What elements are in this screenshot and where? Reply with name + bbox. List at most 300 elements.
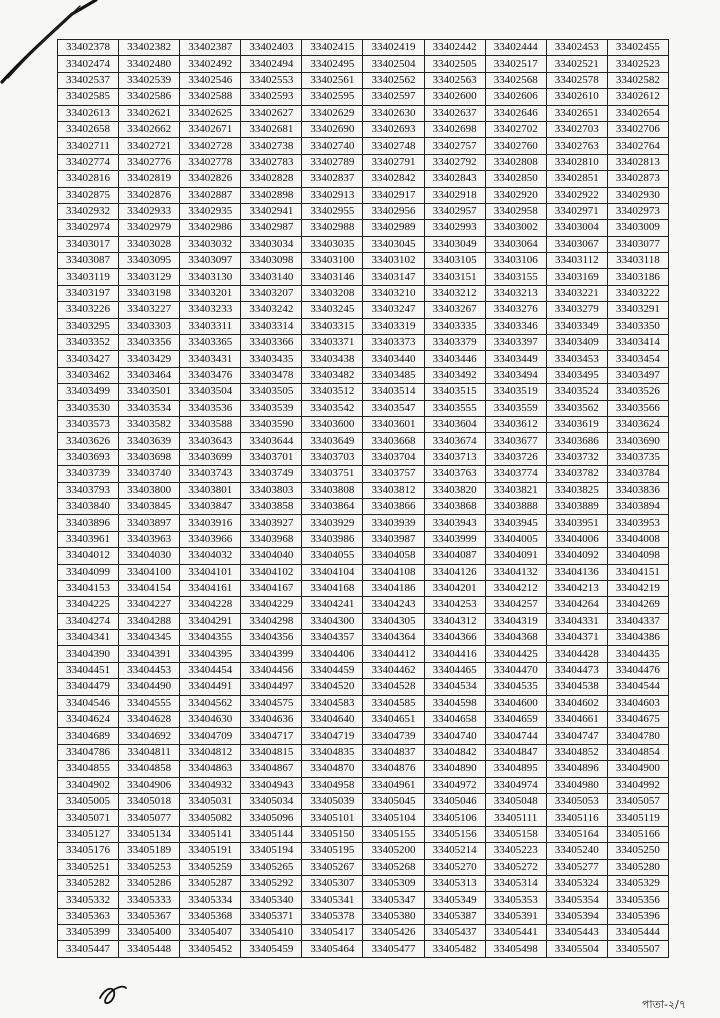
table-row (58, 597, 669, 613)
roll-number-cell: 33404341 (58, 630, 119, 646)
roll-number-cell: 33402546 (180, 72, 241, 88)
roll-number-cell: 33404008 (607, 531, 668, 547)
roll-number-cell: 33403812 (363, 482, 424, 498)
roll-number-cell: 33403431 (180, 351, 241, 367)
page-number-label: পাতা-২/৭ (641, 998, 686, 1011)
table-row (58, 548, 669, 564)
roll-number-cell: 33402987 (241, 220, 302, 236)
roll-number-cell: 33404030 (119, 548, 180, 564)
roll-number-cell: 33404473 (546, 662, 607, 678)
roll-number-cell: 33402625 (180, 105, 241, 121)
roll-number-cell: 33404476 (607, 662, 668, 678)
roll-number-cell: 33403028 (119, 236, 180, 252)
roll-number-cell: 33404213 (546, 580, 607, 596)
roll-number-cell: 33404087 (424, 548, 485, 564)
roll-number-cell: 33403951 (546, 515, 607, 531)
roll-number-cell: 33403820 (424, 482, 485, 498)
roll-number-cell: 33403492 (424, 367, 485, 383)
roll-number-cell: 33402597 (363, 89, 424, 105)
table-row (58, 302, 669, 318)
roll-number-cell: 33405394 (546, 908, 607, 924)
roll-number-cell: 33403668 (363, 433, 424, 449)
roll-number-cell: 33404636 (241, 712, 302, 728)
roll-number-cell: 33402760 (485, 138, 546, 154)
roll-number-cell: 33405277 (546, 859, 607, 875)
roll-number-cell: 33403499 (58, 384, 119, 400)
roll-number-cell: 33404538 (546, 679, 607, 695)
roll-number-cell: 33404709 (180, 728, 241, 744)
roll-number-cell: 33403821 (485, 482, 546, 498)
roll-number-cell: 33405101 (302, 810, 363, 826)
roll-number-cell: 33403624 (607, 416, 668, 432)
roll-number-cell: 33404744 (485, 728, 546, 744)
roll-number-cell: 33404602 (546, 695, 607, 711)
roll-number-cell: 33404740 (424, 728, 485, 744)
roll-number-cell: 33404356 (241, 630, 302, 646)
roll-number-cell: 33405378 (302, 908, 363, 924)
roll-number-cell: 33405444 (607, 925, 668, 941)
roll-number-cell: 33403793 (58, 482, 119, 498)
roll-number-cell: 33403825 (546, 482, 607, 498)
roll-number-cell: 33405426 (363, 925, 424, 941)
roll-number-cell: 33403346 (485, 318, 546, 334)
roll-number-cell: 33404534 (424, 679, 485, 695)
roll-number-cell: 33404661 (546, 712, 607, 728)
roll-number-cell: 33403482 (302, 367, 363, 383)
roll-number-cell: 33404739 (363, 728, 424, 744)
roll-number-cell: 33404300 (302, 613, 363, 629)
table-row (58, 253, 669, 269)
roll-number-cell: 33403118 (607, 253, 668, 269)
roll-number-cell: 33402898 (241, 187, 302, 203)
table-row (58, 138, 669, 154)
roll-number-cell: 33405387 (424, 908, 485, 924)
roll-number-cell: 33405333 (119, 892, 180, 908)
roll-number-cell: 33404585 (363, 695, 424, 711)
roll-number-cell: 33402651 (546, 105, 607, 121)
roll-number-cell: 33403626 (58, 433, 119, 449)
roll-number-cell: 33404357 (302, 630, 363, 646)
table-row (58, 744, 669, 760)
roll-number-cell: 33405441 (485, 925, 546, 941)
roll-number-cell: 33404257 (485, 597, 546, 613)
roll-number-cell: 33402517 (485, 56, 546, 72)
roll-number-cell: 33403197 (58, 285, 119, 301)
roll-number-cell: 33404132 (485, 564, 546, 580)
roll-number-cell: 33404227 (119, 597, 180, 613)
table-row (58, 908, 669, 924)
roll-number-cell: 33405340 (241, 892, 302, 908)
roll-number-cell: 33404932 (180, 777, 241, 793)
roll-number-cell: 33403497 (607, 367, 668, 383)
roll-number-cell: 33403352 (58, 335, 119, 351)
roll-number-cell: 33402887 (180, 187, 241, 203)
roll-number-cell: 33403035 (302, 236, 363, 252)
roll-number-cell: 33402627 (241, 105, 302, 121)
roll-number-cell: 33403208 (302, 285, 363, 301)
roll-number-cell: 33405417 (302, 925, 363, 941)
roll-number-cell: 33404451 (58, 662, 119, 678)
roll-number-cell: 33403515 (424, 384, 485, 400)
roll-number-cell: 33404100 (119, 564, 180, 580)
roll-number-cell: 33402561 (302, 72, 363, 88)
roll-number-cell: 33402941 (241, 203, 302, 219)
roll-number-cell: 33403961 (58, 531, 119, 547)
roll-number-cell: 33404847 (485, 744, 546, 760)
roll-number-cell: 33404555 (119, 695, 180, 711)
roll-number-cell: 33405507 (607, 941, 668, 957)
roll-number-cell: 33402932 (58, 203, 119, 219)
roll-number-cell: 33403784 (607, 466, 668, 482)
roll-number-cell: 33402453 (546, 40, 607, 56)
roll-number-cell: 33405250 (607, 843, 668, 859)
roll-number-cell: 33402403 (241, 40, 302, 56)
roll-number-cell: 33405334 (180, 892, 241, 908)
roll-number-cell: 33402690 (302, 121, 363, 137)
roll-number-cell: 33403966 (180, 531, 241, 547)
roll-number-cell: 33402523 (607, 56, 668, 72)
roll-number-cell: 33402783 (241, 154, 302, 170)
roll-number-cell: 33403435 (241, 351, 302, 367)
roll-number-cell: 33402973 (607, 203, 668, 219)
roll-number-cell: 33402918 (424, 187, 485, 203)
roll-number-cell: 33404717 (241, 728, 302, 744)
roll-number-cell: 33405329 (607, 875, 668, 891)
roll-number-cell: 33402621 (119, 105, 180, 121)
roll-number-cell: 33404151 (607, 564, 668, 580)
roll-number-cell: 33405410 (241, 925, 302, 941)
roll-number-cell: 33403311 (180, 318, 241, 334)
roll-number-cell: 33403155 (485, 269, 546, 285)
roll-number-cell: 33404241 (302, 597, 363, 613)
roll-number-cell: 33402693 (363, 121, 424, 137)
roll-number-cell: 33403303 (119, 318, 180, 334)
roll-number-cell: 33405482 (424, 941, 485, 957)
roll-number-cell: 33403555 (424, 400, 485, 416)
table-row (58, 367, 669, 383)
roll-number-cell: 33403749 (241, 466, 302, 482)
roll-number-cell: 33404624 (58, 712, 119, 728)
table-row (58, 236, 669, 252)
roll-number-cell: 33402480 (119, 56, 180, 72)
table-row (58, 679, 669, 695)
roll-number-cell: 33405046 (424, 793, 485, 809)
roll-number-cell: 33402933 (119, 203, 180, 219)
roll-number-cell: 33403064 (485, 236, 546, 252)
roll-number-cell: 33405127 (58, 826, 119, 842)
roll-number-cell: 33404659 (485, 712, 546, 728)
roll-number-cell: 33403349 (546, 318, 607, 334)
roll-number-cell: 33402492 (180, 56, 241, 72)
roll-number-cell: 33402444 (485, 40, 546, 56)
roll-number-cell: 33402826 (180, 171, 241, 187)
roll-number-cell: 33404454 (180, 662, 241, 678)
roll-number-cell: 33405144 (241, 826, 302, 842)
roll-number-cell: 33404412 (363, 646, 424, 662)
roll-number-cell: 33405464 (302, 941, 363, 957)
roll-number-cell: 33405189 (119, 843, 180, 859)
roll-number-cell: 33404546 (58, 695, 119, 711)
roll-number-cell: 33402728 (180, 138, 241, 154)
table-row (58, 384, 669, 400)
roll-number-cell: 33402495 (302, 56, 363, 72)
roll-number-cell: 33403279 (546, 302, 607, 318)
roll-number-cell: 33404854 (607, 744, 668, 760)
roll-number-cell: 33405096 (241, 810, 302, 826)
roll-number-cell: 33403365 (180, 335, 241, 351)
table-row (58, 203, 669, 219)
roll-number-cell: 33403601 (363, 416, 424, 432)
table-row (58, 285, 669, 301)
roll-number-cell: 33402521 (546, 56, 607, 72)
roll-number-cell: 33404640 (302, 712, 363, 728)
roll-number-cell: 33403213 (485, 285, 546, 301)
roll-number-cell: 33404900 (607, 761, 668, 777)
roll-number-cell: 33404368 (485, 630, 546, 646)
roll-number-cell: 33403077 (607, 236, 668, 252)
roll-number-cell: 33403105 (424, 253, 485, 269)
roll-number-cell: 33405396 (607, 908, 668, 924)
roll-number-cell: 33402378 (58, 40, 119, 56)
roll-number-cell: 33402813 (607, 154, 668, 170)
roll-number-cell: 33403845 (119, 498, 180, 514)
table-row (58, 630, 669, 646)
roll-number-cell: 33405353 (485, 892, 546, 908)
roll-number-cell: 33405400 (119, 925, 180, 941)
roll-number-cell: 33403315 (302, 318, 363, 334)
table-row (58, 728, 669, 744)
roll-number-cell: 33405119 (607, 810, 668, 826)
roll-number-cell: 33404012 (58, 548, 119, 564)
roll-number-cell: 33403800 (119, 482, 180, 498)
roll-number-cell: 33403943 (424, 515, 485, 531)
roll-number-cell: 33402875 (58, 187, 119, 203)
roll-number-cell: 33404786 (58, 744, 119, 760)
roll-number-cell: 33403699 (180, 449, 241, 465)
roll-number-cell: 33403536 (180, 400, 241, 416)
roll-number-cell: 33404747 (546, 728, 607, 744)
roll-number-cell: 33404842 (424, 744, 485, 760)
roll-number-cell: 33404386 (607, 630, 668, 646)
roll-number-cell: 33402706 (607, 121, 668, 137)
roll-number-cell: 33402837 (302, 171, 363, 187)
roll-number-cell: 33405053 (546, 793, 607, 809)
roll-number-cell: 33403097 (180, 253, 241, 269)
roll-number-cell: 33403677 (485, 433, 546, 449)
roll-number-cell: 33404435 (607, 646, 668, 662)
roll-number-cell: 33404459 (302, 662, 363, 678)
roll-number-cell: 33403112 (546, 253, 607, 269)
roll-number-cell: 33404229 (241, 597, 302, 613)
roll-number-cell: 33403864 (302, 498, 363, 514)
roll-number-cell: 33403726 (485, 449, 546, 465)
roll-number-cell: 33404961 (363, 777, 424, 793)
roll-number-cell: 33402562 (363, 72, 424, 88)
roll-number-cell: 33403485 (363, 367, 424, 383)
roll-number-cell: 33402955 (302, 203, 363, 219)
roll-number-cell: 33404371 (546, 630, 607, 646)
roll-number-cell: 33405077 (119, 810, 180, 826)
roll-number-cell: 33402588 (180, 89, 241, 105)
table-row (58, 351, 669, 367)
roll-number-cell: 33405039 (302, 793, 363, 809)
roll-number-cell: 33403130 (180, 269, 241, 285)
roll-number-cell: 33404890 (424, 761, 485, 777)
roll-number-cell: 33404876 (363, 761, 424, 777)
roll-number-cell: 33403927 (241, 515, 302, 531)
roll-number-cell: 33405371 (241, 908, 302, 924)
roll-number-cell: 33404780 (607, 728, 668, 744)
table-row (58, 646, 669, 662)
roll-number-cell: 33402442 (424, 40, 485, 56)
roll-number-cell: 33403847 (180, 498, 241, 514)
roll-number-cell: 33405324 (546, 875, 607, 891)
roll-number-cell: 33405287 (180, 875, 241, 891)
roll-number-cell: 33405368 (180, 908, 241, 924)
roll-number-cell: 33405164 (546, 826, 607, 842)
roll-number-cell: 33403210 (363, 285, 424, 301)
roll-number-cell: 33402989 (363, 220, 424, 236)
table-row (58, 892, 669, 908)
roll-number-cell: 33403582 (119, 416, 180, 432)
roll-number-cell: 33402703 (546, 121, 607, 137)
roll-number-cell: 33403916 (180, 515, 241, 531)
roll-number-cell: 33403501 (119, 384, 180, 400)
roll-number-cell: 33404453 (119, 662, 180, 678)
roll-number-cell: 33405031 (180, 793, 241, 809)
roll-number-cell: 33405166 (607, 826, 668, 842)
roll-number-cell: 33403146 (302, 269, 363, 285)
roll-number-cell: 33402662 (119, 121, 180, 137)
roll-number-cell: 33402778 (180, 154, 241, 170)
table-row (58, 400, 669, 416)
roll-number-cell: 33402979 (119, 220, 180, 236)
roll-number-cell: 33404186 (363, 580, 424, 596)
roll-number-cell: 33405307 (302, 875, 363, 891)
roll-number-cell: 33403045 (363, 236, 424, 252)
roll-number-cell: 33403350 (607, 318, 668, 334)
roll-number-cell: 33404337 (607, 613, 668, 629)
roll-number-cell: 33403774 (485, 466, 546, 482)
roll-number-cell: 33404943 (241, 777, 302, 793)
roll-number-cell: 33405158 (485, 826, 546, 842)
roll-number-cell: 33403866 (363, 498, 424, 514)
roll-number-cell: 33403897 (119, 515, 180, 531)
roll-number-cell: 33403414 (607, 335, 668, 351)
table-row (58, 531, 669, 547)
roll-number-cell: 33403547 (363, 400, 424, 416)
roll-number-cell: 33402988 (302, 220, 363, 236)
roll-number-cell: 33404858 (119, 761, 180, 777)
roll-number-cell: 33404855 (58, 761, 119, 777)
roll-number-cell: 33404253 (424, 597, 485, 613)
roll-number-cell: 33403049 (424, 236, 485, 252)
roll-number-cell: 33404006 (546, 531, 607, 547)
roll-number-cell: 33403573 (58, 416, 119, 432)
roll-number-cell: 33404583 (302, 695, 363, 711)
roll-number-cell: 33403713 (424, 449, 485, 465)
roll-number-cell: 33403017 (58, 236, 119, 252)
roll-number-cell: 33403129 (119, 269, 180, 285)
roll-number-cell: 33404136 (546, 564, 607, 580)
roll-number-cell: 33405195 (302, 843, 363, 859)
roll-number-cell: 33404228 (180, 597, 241, 613)
roll-number-cell: 33403644 (241, 433, 302, 449)
roll-number-cell: 33403004 (546, 220, 607, 236)
roll-number-cell: 33402789 (302, 154, 363, 170)
table-row (58, 433, 669, 449)
roll-number-cell: 33403227 (119, 302, 180, 318)
roll-number-cell: 33404535 (485, 679, 546, 695)
roll-number-cell: 33403212 (424, 285, 485, 301)
roll-number-cell: 33403291 (607, 302, 668, 318)
roll-number-cell: 33403242 (241, 302, 302, 318)
roll-number-cell: 33403201 (180, 285, 241, 301)
roll-number-cell: 33403939 (363, 515, 424, 531)
roll-number-cell: 33405447 (58, 941, 119, 957)
roll-number-cell: 33402658 (58, 121, 119, 137)
table-row (58, 662, 669, 678)
roll-number-cell: 33404355 (180, 630, 241, 646)
table-row (58, 56, 669, 72)
roll-number-cell: 33403963 (119, 531, 180, 547)
roll-number-table (57, 39, 669, 958)
roll-number-cell: 33404544 (607, 679, 668, 695)
roll-number-table-body (58, 40, 669, 958)
roll-number-cell: 33403494 (485, 367, 546, 383)
roll-number-cell: 33403840 (58, 498, 119, 514)
roll-number-cell: 33404811 (119, 744, 180, 760)
roll-number-cell: 33402702 (485, 121, 546, 137)
table-row (58, 89, 669, 105)
roll-number-cell: 33402792 (424, 154, 485, 170)
roll-number-cell: 33405309 (363, 875, 424, 891)
roll-number-cell: 33404520 (302, 679, 363, 695)
table-row (58, 761, 669, 777)
roll-number-cell: 33404101 (180, 564, 241, 580)
roll-number-cell: 33403782 (546, 466, 607, 482)
roll-number-cell: 33404288 (119, 613, 180, 629)
roll-number-cell: 33403505 (241, 384, 302, 400)
table-row (58, 613, 669, 629)
roll-number-cell: 33405282 (58, 875, 119, 891)
roll-number-cell: 33402842 (363, 171, 424, 187)
table-row (58, 269, 669, 285)
roll-number-cell: 33405477 (363, 941, 424, 957)
roll-number-cell: 33402505 (424, 56, 485, 72)
roll-number-cell: 33404425 (485, 646, 546, 662)
roll-number-cell: 33404972 (424, 777, 485, 793)
table-row (58, 318, 669, 334)
roll-number-cell: 33405150 (302, 826, 363, 842)
roll-number-cell: 33405265 (241, 859, 302, 875)
roll-number-cell: 33402956 (363, 203, 424, 219)
roll-number-cell: 33405259 (180, 859, 241, 875)
handwritten-initial-mark (96, 980, 130, 1010)
roll-number-cell: 33404390 (58, 646, 119, 662)
roll-number-cell: 33403462 (58, 367, 119, 383)
roll-number-cell: 33404895 (485, 761, 546, 777)
roll-number-cell: 33403701 (241, 449, 302, 465)
roll-number-cell: 33403198 (119, 285, 180, 301)
roll-number-cell: 33403740 (119, 466, 180, 482)
roll-number-cell: 33402419 (363, 40, 424, 56)
roll-number-cell: 33405104 (363, 810, 424, 826)
roll-number-cell: 33403739 (58, 466, 119, 482)
roll-number-cell: 33403566 (607, 400, 668, 416)
roll-number-cell: 33404225 (58, 597, 119, 613)
roll-number-cell: 33402757 (424, 138, 485, 154)
